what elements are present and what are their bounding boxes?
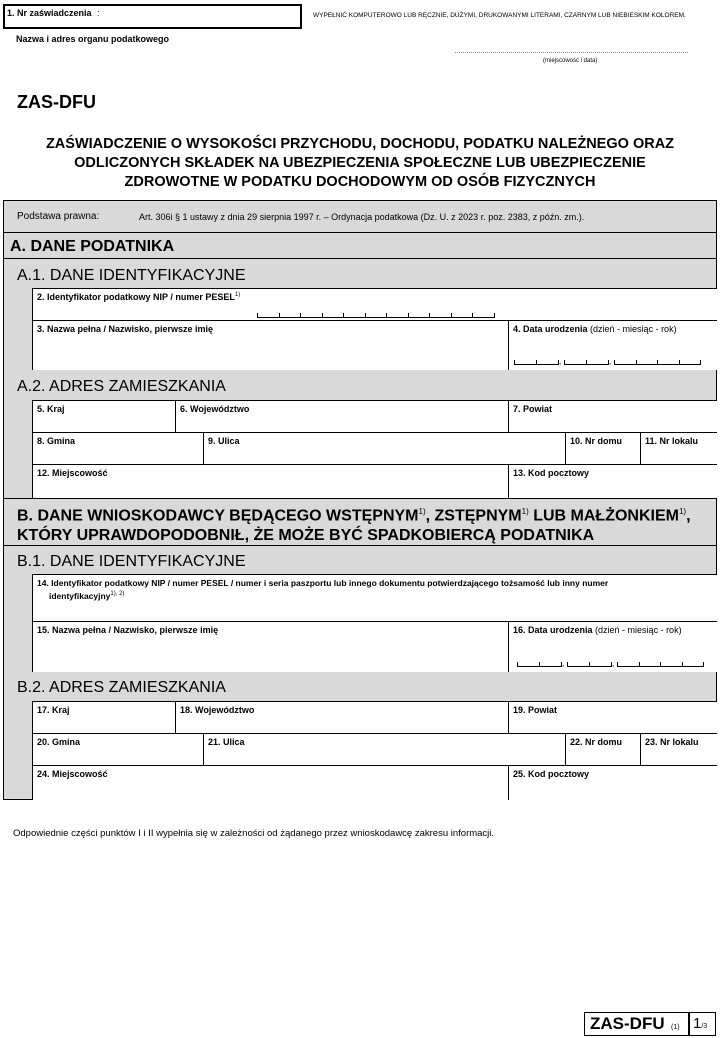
date-comb-tick [539, 662, 540, 667]
date-comb-tick [514, 360, 515, 365]
comb-baseline [257, 317, 494, 318]
field-10-label: 10. Nr domu [570, 436, 623, 446]
section-b-sup1: 1) [418, 507, 426, 516]
comb-tick [451, 313, 452, 318]
field-20-label: 20. Gmina [37, 737, 81, 747]
date-comb-tick [614, 360, 615, 365]
field-13-label: 13. Kod pocztowy [513, 468, 590, 478]
field-23-label: 23. Nr lokalu [645, 737, 699, 747]
legal-basis-label: Podstawa prawna: [17, 211, 100, 222]
field-15-label: 15. Nazwa pełna / Nazwisko, pierwsze imię [37, 625, 219, 635]
section-b-title-part2: , ZSTĘPNYM [425, 507, 522, 525]
field-10-house-no[interactable] [566, 433, 641, 465]
field-14-label-line2: identyfikacyjny [49, 590, 111, 601]
footer-page [693, 1015, 707, 1033]
section-a-rule [3, 232, 717, 233]
comb-tick [386, 313, 387, 318]
field-4-hint: (dzień - miesiąc - rok) [590, 324, 677, 334]
legal-basis-text: Art. 306i § 1 ustawy z dnia 29 sierpnia 1997 r. – Ordynacja podatkowa (Dz. U. z 2023 r. poz. 2383, z późn. zm.). [139, 212, 585, 222]
cert-number-label: 1. Nr zaświadczenia [7, 8, 92, 18]
field-16-label: 16. Data urodzenia [513, 625, 593, 635]
comb-tick [408, 313, 409, 318]
field-16-hint: (dzień - miesiąc - rok) [595, 625, 682, 635]
field-2-comb[interactable] [257, 312, 494, 318]
date-separator: , [559, 357, 562, 366]
field-4-birthdate[interactable] [509, 321, 717, 370]
field-12-city[interactable] [33, 465, 509, 498]
date-comb-tick [703, 662, 704, 667]
section-b-rule [3, 498, 717, 499]
field-23-apartment-no[interactable] [641, 734, 717, 766]
place-date-label: (miejscowość i data) [543, 58, 598, 64]
date-separator: , [562, 659, 565, 668]
field-2-sup: 1) [234, 292, 241, 298]
date-comb-tick [586, 360, 587, 365]
comb-tick [472, 313, 473, 318]
cert-number-colon: : [97, 8, 100, 18]
section-b-sup3: 1) [678, 507, 687, 516]
date-comb-tick [589, 662, 590, 667]
form-code: ZAS-DFU [17, 92, 96, 112]
field-22-house-no[interactable] [566, 734, 641, 766]
field-2-nip-pesel[interactable] [33, 289, 717, 321]
field-13-postal-code[interactable] [509, 465, 717, 498]
field-7-label: 7. Powiat [513, 404, 553, 414]
field-3-label: 3. Nazwa pełna / Nazwisko, pierwsze imię [37, 324, 214, 334]
date-comb-tick [636, 360, 637, 365]
date-separator: , [609, 357, 612, 366]
section-b-title-line2: KTÓRY UPRAWDOPODOBNIŁ, ŻE MOŻE BYĆ SPADKOBIERCĄ PODATNIKA [17, 527, 595, 545]
cert-number-field[interactable] [3, 4, 302, 29]
field-14-sup: 1), 2) [110, 591, 125, 597]
date-comb-tick [700, 360, 701, 365]
field-20-commune[interactable] [33, 734, 204, 766]
field-22-label: 22. Nr domu [570, 737, 623, 747]
date-comb-tick [639, 662, 640, 667]
field-16-date-comb[interactable] [517, 661, 703, 667]
date-comb-tick [536, 360, 537, 365]
date-comb-tick [617, 662, 618, 667]
field-8-commune[interactable] [33, 433, 204, 465]
section-b-title [17, 502, 691, 546]
date-comb-tick [564, 360, 565, 365]
field-21-label: 21. Ulica [208, 737, 245, 747]
field-4-label: 4. Data urodzenia [513, 324, 588, 334]
fill-instruction: WYPEŁNIĆ KOMPUTEROWO LUB RĘCZNIE, DUŻYMI, DRUKOWANYMI LITERAMI, CZARNYM LUB NIEBIESKIM KOLOREM. [313, 12, 686, 19]
comb-tick [257, 313, 258, 318]
field-11-label: 11. Nr lokalu [645, 436, 699, 446]
section-b-title-line1 [17, 502, 691, 526]
footer-page-number: 1 [693, 1015, 702, 1032]
form-title-line2: ODLICZONYCH SKŁADEK NA UBEZPIECZENIA SPOŁECZNE LUB UBEZPIECZENIE [74, 155, 646, 171]
field-5-country[interactable] [33, 401, 176, 433]
comb-tick [494, 313, 495, 318]
date-comb-tick [660, 662, 661, 667]
section-a2-title: A.2. ADRES ZAMIESZKANIA [17, 378, 226, 395]
date-separator: , [612, 659, 615, 668]
date-comb-tick [682, 662, 683, 667]
section-b2-title: B.2. ADRES ZAMIESZKANIA [17, 679, 226, 696]
field-14-identifier[interactable] [33, 575, 717, 622]
field-19-label: 19. Powiat [513, 705, 558, 715]
comb-tick [300, 313, 301, 318]
footer-note: Odpowiednie części punktów I i II wypełnia się w zależności od żądanego przez wnioskodawcę zakresu informacji. [13, 828, 495, 839]
field-19-county[interactable] [509, 702, 717, 734]
section-b1-title: B.1. DANE IDENTYFIKACYJNE [17, 553, 246, 570]
field-8-label: 8. Gmina [37, 436, 76, 446]
footer-version: (1) [671, 1024, 680, 1031]
footer-page-total: /3 [701, 1023, 708, 1030]
field-6-voivodeship[interactable] [176, 401, 509, 433]
field-17-country[interactable] [33, 702, 176, 734]
comb-tick [279, 313, 280, 318]
field-21-street[interactable] [204, 734, 566, 766]
date-comb-tick [679, 360, 680, 365]
comb-tick [343, 313, 344, 318]
field-7-county[interactable] [509, 401, 717, 433]
field-6-label: 6. Województwo [180, 404, 250, 414]
field-17-label: 17. Kraj [37, 705, 70, 715]
field-24-label: 24. Miejscowość [37, 769, 108, 779]
form-title [0, 135, 720, 192]
form-title-line3: ZDROWOTNE W PODATKU DOCHODOWYM OD OSÓB FIZYCZNYCH [124, 174, 596, 190]
section-b-title-part1: B. DANE WNIOSKODAWCY BĘDĄCEGO WSTĘPNYM [17, 507, 419, 525]
field-12-label: 12. Miejscowość [37, 468, 108, 478]
date-comb-tick [517, 662, 518, 667]
field-25-label: 25. Kod pocztowy [513, 769, 590, 779]
field-14-label-line1: 14. Identyfikator podatkowy NIP / numer PESEL / numer i seria paszportu lub innego dokumentu potwierdzającego tożsamość lub inny numer [37, 578, 609, 588]
field-3-name[interactable] [33, 321, 509, 370]
section-a-title: A. DANE PODATNIKA [10, 238, 175, 255]
section-a-underline [3, 258, 717, 259]
place-date-line[interactable] [455, 52, 688, 53]
tax-office-label: Nazwa i adres organu podatkowego [16, 34, 170, 44]
comb-tick [429, 313, 430, 318]
field-15-name[interactable] [33, 622, 509, 672]
section-b-underline [3, 545, 717, 546]
section-a1-title: A.1. DANE IDENTYFIKACYJNE [17, 267, 246, 284]
section-b-title-part3: LUB MAŁŻONKIEM [528, 507, 679, 525]
form-title-line1: ZAŚWIADCZENIE O WYSOKOŚCI PRZYCHODU, DOCHODU, PODATKU NALEŻNEGO ORAZ [45, 136, 675, 152]
field-2-label: 2. Identyfikator podatkowy NIP / numer PESEL [37, 292, 235, 302]
date-comb-tick [657, 360, 658, 365]
field-4-date-comb[interactable] [514, 359, 700, 365]
field-9-label: 9. Ulica [208, 436, 240, 446]
field-18-label: 18. Województwo [180, 705, 255, 715]
field-25-postal-code[interactable] [509, 766, 717, 800]
field-9-street[interactable] [204, 433, 566, 465]
footer-form-code: ZAS-DFU [590, 1014, 665, 1033]
comb-tick [365, 313, 366, 318]
field-16-birthdate[interactable] [509, 622, 717, 672]
section-b-title-part4: , [686, 507, 691, 525]
section-b-sup2: 1) [521, 507, 529, 516]
field-11-apartment-no[interactable] [641, 433, 717, 465]
field-5-label: 5. Kraj [37, 404, 65, 414]
field-18-voivodeship[interactable] [176, 702, 509, 734]
date-comb-tick [567, 662, 568, 667]
field-24-city[interactable] [33, 766, 509, 800]
comb-tick [322, 313, 323, 318]
